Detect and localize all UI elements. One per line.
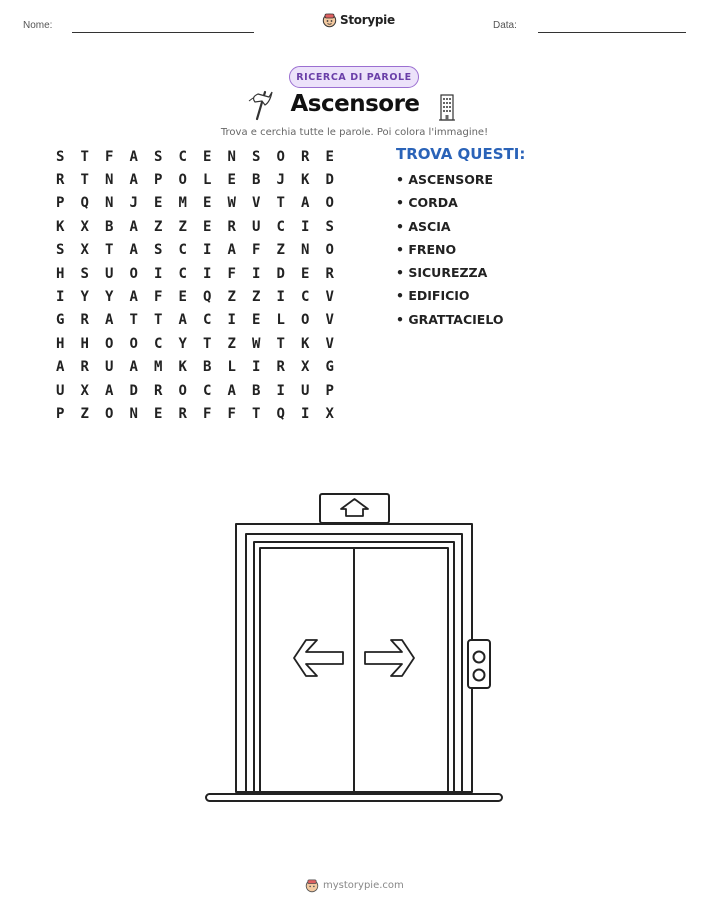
word-item: • GRATTACIELO	[396, 311, 504, 327]
grid-letter: E	[178, 289, 187, 306]
grid-letter: A	[129, 218, 138, 235]
grid-letter: N	[227, 148, 236, 165]
storypie-logo	[305, 878, 319, 893]
grid-letter: C	[178, 265, 187, 282]
grid-letter: X	[80, 218, 89, 235]
grid-letter: J	[129, 195, 138, 212]
grid-letter: I	[203, 265, 212, 282]
grid-letter: O	[178, 382, 187, 399]
grid-letter: U	[105, 265, 114, 282]
grid-letter: V	[252, 195, 261, 212]
grid-letter: G	[56, 312, 65, 329]
grid-letter: Z	[154, 218, 163, 235]
grid-letter: U	[56, 382, 65, 399]
grid-letter: E	[203, 148, 212, 165]
grid-letter: R	[325, 265, 334, 282]
date-label: Data:	[493, 20, 517, 31]
grid-letter: I	[252, 265, 261, 282]
activity-badge: RICERCA DI PAROLE	[289, 66, 419, 88]
grid-letter: N	[129, 405, 138, 422]
grid-letter: E	[252, 312, 261, 329]
footer-url[interactable]: mystorypie.com	[323, 880, 404, 891]
name-line	[72, 32, 254, 33]
grid-letter: A	[105, 382, 114, 399]
grid-letter: C	[203, 312, 212, 329]
grid-letter: X	[80, 242, 89, 259]
storypie-logo	[322, 12, 337, 28]
grid-letter: O	[129, 335, 138, 352]
grid-letter: S	[154, 242, 163, 259]
grid-letter: T	[80, 172, 89, 189]
grid-letter: E	[301, 265, 310, 282]
grid-letter: K	[301, 172, 310, 189]
grid-letter: E	[203, 218, 212, 235]
brand-name: Storypie	[340, 13, 395, 27]
grid-letter: C	[301, 289, 310, 306]
date-line	[538, 32, 686, 33]
grid-letter: R	[56, 172, 65, 189]
grid-letter: R	[80, 312, 89, 329]
footer	[305, 878, 404, 893]
grid-letter: S	[252, 148, 261, 165]
grid-letter: A	[129, 172, 138, 189]
grid-letter: S	[325, 218, 334, 235]
grid-letter: R	[227, 218, 236, 235]
grid-letter: Z	[227, 289, 236, 306]
grid-letter: E	[203, 195, 212, 212]
grid-letter: P	[154, 172, 163, 189]
grid-letter: A	[129, 242, 138, 259]
grid-letter: N	[105, 172, 114, 189]
grid-letter: H	[56, 265, 65, 282]
grid-letter: Y	[80, 289, 89, 306]
grid-letter: D	[325, 172, 334, 189]
elevator-illustration	[200, 490, 510, 810]
grid-letter: X	[301, 359, 310, 376]
grid-letter: F	[227, 265, 236, 282]
grid-letter: D	[129, 382, 138, 399]
grid-letter: L	[227, 359, 236, 376]
grid-letter: R	[276, 359, 285, 376]
grid-letter: O	[105, 405, 114, 422]
grid-letter: P	[56, 195, 65, 212]
grid-letter: G	[325, 359, 334, 376]
word-search-grid	[48, 145, 342, 426]
name-label: Nome:	[23, 20, 53, 31]
page-title: Ascensore	[290, 91, 420, 117]
grid-letter: I	[276, 289, 285, 306]
grid-letter: U	[252, 218, 261, 235]
grid-letter: O	[325, 242, 334, 259]
grid-letter: L	[203, 172, 212, 189]
grid-letter: A	[129, 148, 138, 165]
grid-letter: I	[203, 242, 212, 259]
grid-letter: Z	[252, 289, 261, 306]
grid-letter: A	[105, 312, 114, 329]
grid-letter: X	[325, 405, 334, 422]
brand-logo	[322, 12, 395, 28]
grid-letter: O	[129, 265, 138, 282]
word-list-heading: TROVA QUESTI:	[396, 145, 526, 163]
grid-letter: T	[252, 405, 261, 422]
grid-letter: O	[178, 172, 187, 189]
grid-letter: Z	[178, 218, 187, 235]
grid-letter: T	[276, 195, 285, 212]
grid-letter: W	[252, 335, 261, 352]
grid-letter: P	[325, 382, 334, 399]
grid-letter: D	[276, 265, 285, 282]
grid-letter: V	[325, 289, 334, 306]
grid-letter: Z	[80, 405, 89, 422]
grid-letter: T	[154, 312, 163, 329]
grid-letter: V	[325, 335, 334, 352]
grid-letter: I	[276, 382, 285, 399]
grid-letter: I	[301, 405, 310, 422]
word-item: • SICUREZZA	[396, 265, 488, 281]
grid-letter: F	[105, 148, 114, 165]
word-list	[396, 170, 503, 333]
grid-letter: Q	[203, 289, 212, 306]
grid-letter: A	[56, 359, 65, 376]
grid-letter: L	[276, 312, 285, 329]
grid-letter: B	[252, 172, 261, 189]
grid-letter: R	[80, 359, 89, 376]
grid-letter: I	[56, 289, 65, 306]
grid-letter: O	[325, 195, 334, 212]
grid-letter: C	[154, 335, 163, 352]
grid-letter: Y	[178, 335, 187, 352]
grid-letter: F	[227, 405, 236, 422]
word-item: • CORDA	[396, 195, 458, 211]
grid-letter: K	[56, 218, 65, 235]
grid-letter: A	[178, 312, 187, 329]
grid-letter: S	[154, 148, 163, 165]
grid-letter: O	[276, 148, 285, 165]
grid-letter: M	[154, 359, 163, 376]
grid-letter: C	[178, 148, 187, 165]
word-item: • EDIFICIO	[396, 288, 470, 304]
grid-letter: N	[301, 242, 310, 259]
grid-letter: H	[80, 335, 89, 352]
word-item: • ASCIA	[396, 218, 451, 234]
grid-letter: Y	[105, 289, 114, 306]
grid-letter: H	[56, 335, 65, 352]
word-item: • FRENO	[396, 241, 457, 257]
grid-letter: C	[178, 242, 187, 259]
grid-letter: T	[80, 148, 89, 165]
grid-letter: T	[129, 312, 138, 329]
grid-letter: F	[252, 242, 261, 259]
grid-letter: I	[154, 265, 163, 282]
grid-letter: S	[56, 242, 65, 259]
grid-letter: O	[301, 312, 310, 329]
grid-letter: S	[80, 265, 89, 282]
grid-letter: I	[252, 359, 261, 376]
grid-letter: B	[105, 218, 114, 235]
grid-letter: F	[203, 405, 212, 422]
grid-letter: A	[129, 289, 138, 306]
grid-letter: E	[154, 195, 163, 212]
instructions: Trova e cerchia tutte le parole. Poi colora l'immagine!	[220, 127, 489, 138]
grid-letter: M	[178, 195, 187, 212]
grid-letter: Q	[276, 405, 285, 422]
grid-letter: T	[203, 335, 212, 352]
grid-letter: V	[325, 312, 334, 329]
grid-letter: E	[227, 172, 236, 189]
grid-letter: A	[301, 195, 310, 212]
grid-letter: P	[56, 405, 65, 422]
grid-letter: A	[227, 242, 236, 259]
grid-letter: T	[105, 242, 114, 259]
grid-letter: S	[56, 148, 65, 165]
grid-letter: U	[105, 359, 114, 376]
grid-letter: O	[105, 335, 114, 352]
word-item: • ASCENSORE	[396, 172, 493, 187]
grid-letter: Z	[276, 242, 285, 259]
grid-letter: W	[227, 195, 236, 212]
grid-letter: F	[154, 289, 163, 306]
grid-letter: K	[178, 359, 187, 376]
grid-letter: Q	[80, 195, 89, 212]
grid-letter: R	[178, 405, 187, 422]
grid-letter: A	[227, 382, 236, 399]
grid-letter: I	[301, 218, 310, 235]
grid-letter: E	[325, 148, 334, 165]
grid-letter: R	[301, 148, 310, 165]
grid-letter: J	[276, 172, 285, 189]
grid-letter: K	[301, 335, 310, 352]
grid-letter: C	[203, 382, 212, 399]
grid-letter: C	[276, 218, 285, 235]
grid-letter: T	[276, 335, 285, 352]
grid-letter: B	[203, 359, 212, 376]
grid-letter: E	[154, 405, 163, 422]
skyscraper-icon	[437, 93, 457, 121]
grid-letter: A	[129, 359, 138, 376]
grid-letter: R	[154, 382, 163, 399]
grid-letter: I	[227, 312, 236, 329]
grid-letter: X	[80, 382, 89, 399]
grid-letter: U	[301, 382, 310, 399]
grid-letter: N	[105, 195, 114, 212]
grid-letter: Z	[227, 335, 236, 352]
grid-letter: B	[252, 382, 261, 399]
